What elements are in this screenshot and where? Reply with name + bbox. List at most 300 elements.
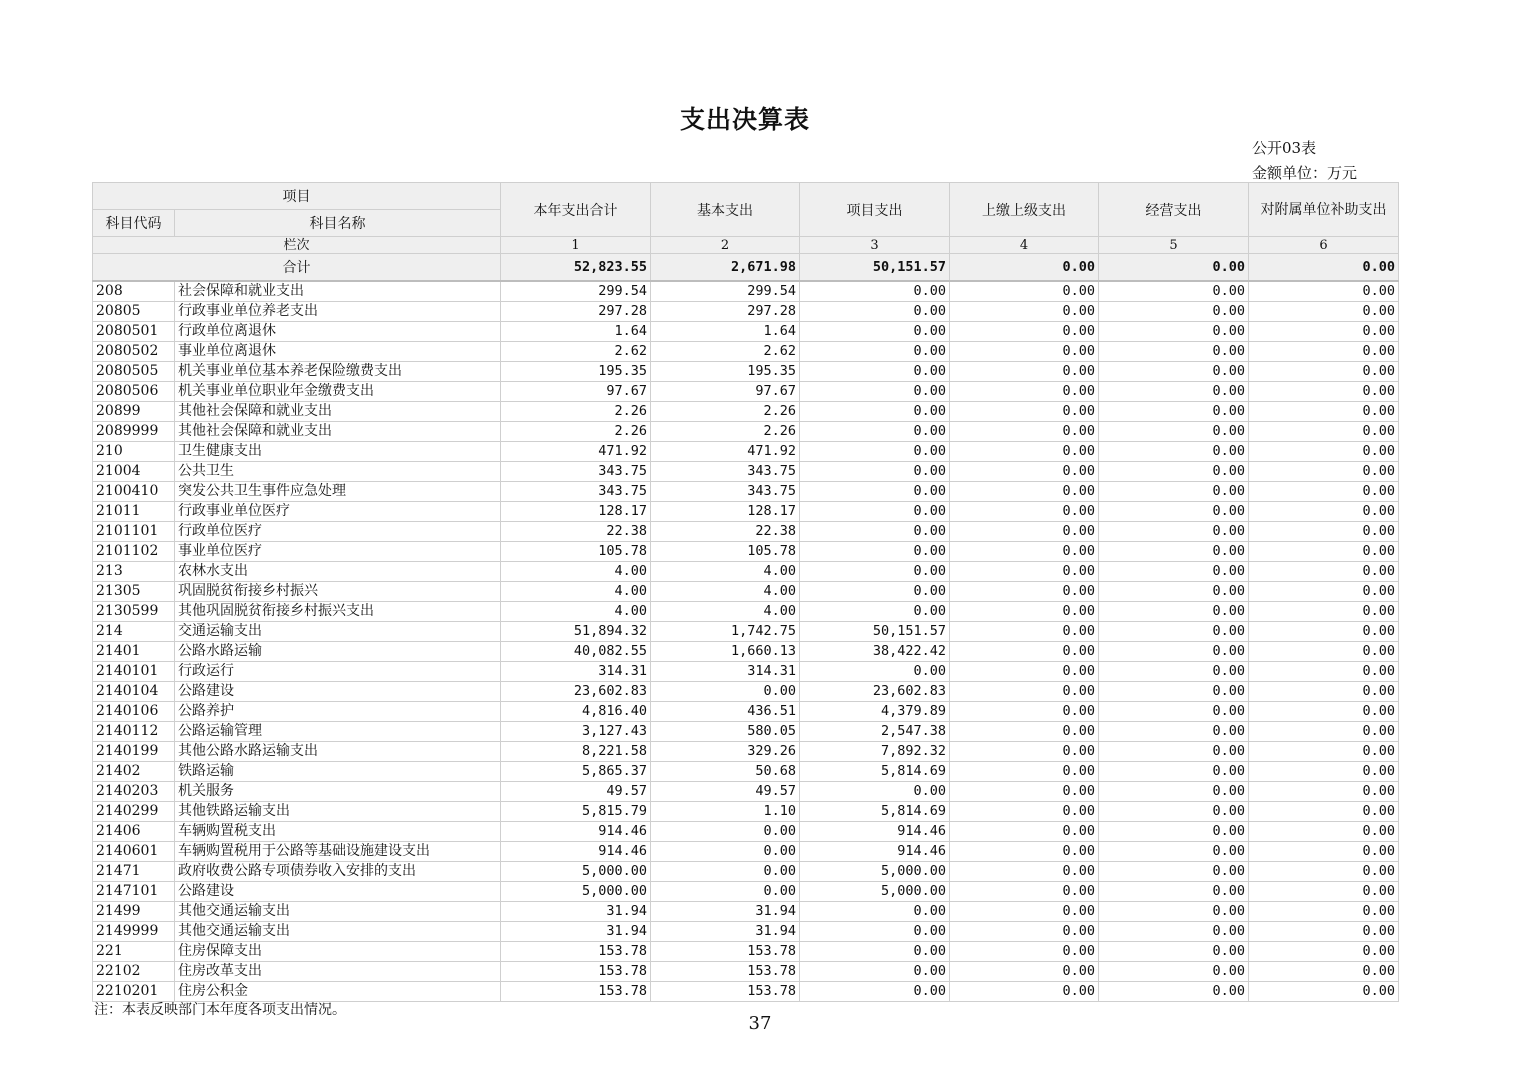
- amount-cell: 0.00: [950, 842, 1099, 862]
- amount-cell: 471.92: [651, 442, 800, 462]
- amount-cell: 0.00: [800, 462, 950, 482]
- amount-cell: 0.00: [950, 281, 1099, 302]
- amount-cell: 4.00: [501, 582, 651, 602]
- amount-cell: 0.00: [1099, 562, 1249, 582]
- amount-cell: 0.00: [1249, 482, 1399, 502]
- amount-cell: 97.67: [501, 382, 651, 402]
- amount-cell: 0.00: [950, 702, 1099, 722]
- amount-cell: 5,865.37: [501, 762, 651, 782]
- table-row: [93, 762, 1399, 782]
- amount-cell: 0.00: [800, 562, 950, 582]
- amount-cell: 0.00: [800, 302, 950, 322]
- amount-cell: 51,894.32: [501, 622, 651, 642]
- amount-cell: 914.46: [800, 822, 950, 842]
- amount-cell: 153.78: [651, 942, 800, 962]
- subject-name-cell: 其他社会保障和就业支出: [175, 422, 501, 442]
- amount-cell: 0.00: [1249, 902, 1399, 922]
- subject-name-cell: 公路运输管理: [175, 722, 501, 742]
- amount-cell: 0.00: [950, 382, 1099, 402]
- subject-code-cell: 2140104: [93, 682, 175, 702]
- amount-cell: 4.00: [501, 562, 651, 582]
- amount-cell: 0.00: [1249, 562, 1399, 582]
- amount-cell: 5,814.69: [800, 802, 950, 822]
- header-subject-code: 科目代码: [93, 210, 175, 237]
- header-business-expense: 经营支出: [1099, 183, 1249, 237]
- header-total-expense: 本年支出合计: [501, 183, 651, 237]
- subject-name-cell: 公路建设: [175, 682, 501, 702]
- table-row: [93, 322, 1399, 342]
- amount-cell: 22.38: [651, 522, 800, 542]
- subject-name-cell: 其他巩固脱贫衔接乡村振兴支出: [175, 602, 501, 622]
- amount-cell: 0.00: [1099, 762, 1249, 782]
- amount-cell: 0.00: [950, 782, 1099, 802]
- table-row: [93, 562, 1399, 582]
- table-row: [93, 682, 1399, 702]
- amount-cell: 914.46: [501, 842, 651, 862]
- amount-cell: 343.75: [651, 482, 800, 502]
- amount-cell: 3,127.43: [501, 722, 651, 742]
- subject-name-cell: 车辆购置税支出: [175, 822, 501, 842]
- amount-cell: 0.00: [1099, 802, 1249, 822]
- amount-cell: 0.00: [800, 922, 950, 942]
- subject-code-cell: 21471: [93, 862, 175, 882]
- subject-code-cell: 2089999: [93, 422, 175, 442]
- amount-cell: 0.00: [1099, 682, 1249, 702]
- footnote: 注：本表反映部门本年度各项支出情况。: [94, 1002, 346, 1018]
- subject-code-cell: 2080505: [93, 362, 175, 382]
- subject-name-cell: 其他交通运输支出: [175, 902, 501, 922]
- amount-cell: 0.00: [1099, 642, 1249, 662]
- header-subsidiary-subsidy: 对附属单位补助支出: [1249, 183, 1399, 237]
- amount-cell: 50.68: [651, 762, 800, 782]
- amount-cell: 0.00: [1249, 442, 1399, 462]
- subject-code-cell: 2080506: [93, 382, 175, 402]
- subject-name-cell: 行政单位离退休: [175, 322, 501, 342]
- amount-cell: 0.00: [1249, 702, 1399, 722]
- subject-name-cell: 车辆购置税用于公路等基础设施建设支出: [175, 842, 501, 862]
- amount-cell: 153.78: [501, 942, 651, 962]
- amount-cell: 0.00: [1099, 982, 1249, 1002]
- amount-cell: 0.00: [950, 682, 1099, 702]
- amount-cell: 0.00: [800, 382, 950, 402]
- amount-cell: 0.00: [800, 582, 950, 602]
- subject-name-cell: 行政单位医疗: [175, 522, 501, 542]
- amount-cell: 0.00: [651, 822, 800, 842]
- amount-cell: 1.64: [651, 322, 800, 342]
- subject-code-cell: 21401: [93, 642, 175, 662]
- amount-cell: 5,000.00: [501, 862, 651, 882]
- subject-name-cell: 公路水路运输: [175, 642, 501, 662]
- total-cell: 0.00: [1249, 254, 1399, 282]
- total-cell: 52,823.55: [501, 254, 651, 282]
- amount-cell: 0.00: [800, 662, 950, 682]
- amount-cell: 97.67: [651, 382, 800, 402]
- amount-cell: 4.00: [651, 562, 800, 582]
- subject-code-cell: 221: [93, 942, 175, 962]
- amount-cell: 5,815.79: [501, 802, 651, 822]
- table-row: [93, 382, 1399, 402]
- amount-cell: 0.00: [800, 342, 950, 362]
- unit-label: 金额单位：万元: [1252, 164, 1358, 182]
- amount-cell: 0.00: [800, 502, 950, 522]
- amount-cell: 153.78: [651, 962, 800, 982]
- amount-cell: 0.00: [800, 902, 950, 922]
- subject-name-cell: 住房保障支出: [175, 942, 501, 962]
- amount-cell: 0.00: [1099, 442, 1249, 462]
- amount-cell: 195.35: [651, 362, 800, 382]
- subject-name-cell: 机关事业单位职业年金缴费支出: [175, 382, 501, 402]
- subject-name-cell: 机关服务: [175, 782, 501, 802]
- amount-cell: 0.00: [1249, 802, 1399, 822]
- table-row: [93, 902, 1399, 922]
- amount-cell: 0.00: [1249, 302, 1399, 322]
- amount-cell: 0.00: [800, 942, 950, 962]
- amount-cell: 22.38: [501, 522, 651, 542]
- table-row: [93, 582, 1399, 602]
- amount-cell: 0.00: [1249, 822, 1399, 842]
- subject-name-cell: 公共卫生: [175, 462, 501, 482]
- amount-cell: 0.00: [1249, 602, 1399, 622]
- subject-code-cell: 21406: [93, 822, 175, 842]
- amount-cell: 0.00: [1099, 402, 1249, 422]
- subject-name-cell: 住房公积金: [175, 982, 501, 1002]
- table-row: [93, 662, 1399, 682]
- amount-cell: 0.00: [1249, 742, 1399, 762]
- subject-name-cell: 事业单位离退休: [175, 342, 501, 362]
- subject-code-cell: 2101102: [93, 542, 175, 562]
- amount-cell: 0.00: [950, 342, 1099, 362]
- amount-cell: 914.46: [501, 822, 651, 842]
- amount-cell: 0.00: [950, 442, 1099, 462]
- subject-name-cell: 行政事业单位养老支出: [175, 302, 501, 322]
- table-row: [93, 422, 1399, 442]
- amount-cell: 0.00: [1249, 402, 1399, 422]
- subject-code-cell: 2140106: [93, 702, 175, 722]
- subject-name-cell: 其他交通运输支出: [175, 922, 501, 942]
- amount-cell: 31.94: [501, 902, 651, 922]
- amount-cell: 0.00: [1099, 422, 1249, 442]
- amount-cell: 0.00: [1249, 962, 1399, 982]
- amount-cell: 0.00: [1099, 862, 1249, 882]
- amount-cell: 0.00: [1099, 362, 1249, 382]
- amount-cell: 0.00: [800, 482, 950, 502]
- amount-cell: 0.00: [651, 842, 800, 862]
- amount-cell: 0.00: [1249, 582, 1399, 602]
- amount-cell: 0.00: [651, 682, 800, 702]
- subject-code-cell: 2147101: [93, 882, 175, 902]
- amount-cell: 0.00: [800, 402, 950, 422]
- subject-name-cell: 行政事业单位医疗: [175, 502, 501, 522]
- table-row: [93, 402, 1399, 422]
- header-upper-level: 上缴上级支出: [950, 183, 1099, 237]
- amount-cell: 0.00: [1099, 522, 1249, 542]
- subject-code-cell: 2210201: [93, 982, 175, 1002]
- table-row: [93, 522, 1399, 542]
- amount-cell: 1,660.13: [651, 642, 800, 662]
- page-number: 37: [748, 1013, 772, 1034]
- amount-cell: 31.94: [651, 922, 800, 942]
- subject-code-cell: 2100410: [93, 482, 175, 502]
- amount-cell: 0.00: [1249, 281, 1399, 302]
- table-row: [93, 822, 1399, 842]
- table-row: [93, 542, 1399, 562]
- amount-cell: 0.00: [800, 442, 950, 462]
- amount-cell: 0.00: [800, 362, 950, 382]
- amount-cell: 0.00: [1249, 522, 1399, 542]
- table-row: [93, 622, 1399, 642]
- header-subject-name: 科目名称: [175, 210, 501, 237]
- amount-cell: 2.26: [651, 402, 800, 422]
- amount-cell: 0.00: [1249, 842, 1399, 862]
- amount-cell: 0.00: [950, 302, 1099, 322]
- col-number: 2: [651, 237, 800, 254]
- amount-cell: 299.54: [651, 281, 800, 302]
- subject-name-cell: 事业单位医疗: [175, 542, 501, 562]
- amount-cell: 0.00: [1249, 502, 1399, 522]
- table-row: [93, 642, 1399, 662]
- amount-cell: 31.94: [501, 922, 651, 942]
- amount-cell: 0.00: [950, 962, 1099, 982]
- amount-cell: 0.00: [1099, 342, 1249, 362]
- page-title: 支出决算表: [679, 105, 810, 134]
- table-row: [93, 882, 1399, 902]
- amount-cell: 0.00: [1099, 962, 1249, 982]
- subject-name-cell: 农林水支出: [175, 562, 501, 582]
- table-row: [93, 702, 1399, 722]
- subject-code-cell: 2140601: [93, 842, 175, 862]
- subject-code-cell: 21011: [93, 502, 175, 522]
- subject-code-cell: 210: [93, 442, 175, 462]
- amount-cell: 0.00: [950, 322, 1099, 342]
- subject-code-cell: 21499: [93, 902, 175, 922]
- amount-cell: 343.75: [651, 462, 800, 482]
- amount-cell: 0.00: [1099, 281, 1249, 302]
- subject-code-cell: 2130599: [93, 602, 175, 622]
- amount-cell: 0.00: [950, 502, 1099, 522]
- col-number: 1: [501, 237, 651, 254]
- amount-cell: 0.00: [950, 802, 1099, 822]
- table-row: [93, 281, 1399, 302]
- subject-name-cell: 其他公路水路运输支出: [175, 742, 501, 762]
- amount-cell: 0.00: [1099, 582, 1249, 602]
- amount-cell: 4,379.89: [800, 702, 950, 722]
- amount-cell: 0.00: [1249, 722, 1399, 742]
- amount-cell: 7,892.32: [800, 742, 950, 762]
- amount-cell: 0.00: [1249, 342, 1399, 362]
- amount-cell: 0.00: [1249, 782, 1399, 802]
- amount-cell: 49.57: [501, 782, 651, 802]
- amount-cell: 0.00: [1099, 722, 1249, 742]
- amount-cell: 2,547.38: [800, 722, 950, 742]
- amount-cell: 0.00: [1099, 902, 1249, 922]
- amount-cell: 105.78: [501, 542, 651, 562]
- subject-code-cell: 20805: [93, 302, 175, 322]
- header-project: 项目: [93, 183, 501, 210]
- subject-code-cell: 21402: [93, 762, 175, 782]
- subject-name-cell: 机关事业单位基本养老保险缴费支出: [175, 362, 501, 382]
- amount-cell: 0.00: [1249, 642, 1399, 662]
- amount-cell: 153.78: [501, 982, 651, 1002]
- table-body: [93, 254, 1399, 1002]
- table-row: [93, 722, 1399, 742]
- amount-cell: 314.31: [651, 662, 800, 682]
- table-row: [93, 742, 1399, 762]
- amount-cell: 4,816.40: [501, 702, 651, 722]
- table-header: [93, 183, 1399, 254]
- table-row: [93, 502, 1399, 522]
- amount-cell: 0.00: [950, 522, 1099, 542]
- amount-cell: 580.05: [651, 722, 800, 742]
- amount-cell: 2.26: [501, 402, 651, 422]
- amount-cell: 0.00: [950, 362, 1099, 382]
- amount-cell: 0.00: [1099, 542, 1249, 562]
- amount-cell: 0.00: [950, 482, 1099, 502]
- subject-name-cell: 其他社会保障和就业支出: [175, 402, 501, 422]
- amount-cell: 0.00: [651, 862, 800, 882]
- amount-cell: 0.00: [800, 542, 950, 562]
- amount-cell: 0.00: [800, 422, 950, 442]
- table-row: [93, 362, 1399, 382]
- total-cell: 2,671.98: [651, 254, 800, 282]
- subject-code-cell: 21004: [93, 462, 175, 482]
- col-number: 6: [1249, 237, 1399, 254]
- amount-cell: 0.00: [950, 902, 1099, 922]
- amount-cell: 40,082.55: [501, 642, 651, 662]
- amount-cell: 343.75: [501, 462, 651, 482]
- amount-cell: 2.26: [651, 422, 800, 442]
- amount-cell: 2.62: [651, 342, 800, 362]
- table-row: [93, 342, 1399, 362]
- amount-cell: 0.00: [950, 762, 1099, 782]
- amount-cell: 0.00: [651, 882, 800, 902]
- amount-cell: 0.00: [1099, 742, 1249, 762]
- table-row: [93, 442, 1399, 462]
- subject-name-cell: 公路建设: [175, 882, 501, 902]
- amount-cell: 0.00: [1099, 502, 1249, 522]
- table-row: [93, 922, 1399, 942]
- amount-cell: 914.46: [800, 842, 950, 862]
- amount-cell: 31.94: [651, 902, 800, 922]
- subject-code-cell: 20899: [93, 402, 175, 422]
- amount-cell: 0.00: [800, 982, 950, 1002]
- subject-name-cell: 政府收费公路专项债券收入安排的支出: [175, 862, 501, 882]
- subject-name-cell: 突发公共卫生事件应急处理: [175, 482, 501, 502]
- total-cell: 0.00: [950, 254, 1099, 282]
- amount-cell: 0.00: [800, 782, 950, 802]
- subject-name-cell: 巩固脱贫衔接乡村振兴: [175, 582, 501, 602]
- amount-cell: 436.51: [651, 702, 800, 722]
- table-row: [93, 802, 1399, 822]
- amount-cell: 0.00: [1249, 662, 1399, 682]
- amount-cell: 0.00: [1099, 382, 1249, 402]
- amount-cell: 23,602.83: [800, 682, 950, 702]
- amount-cell: 0.00: [1249, 422, 1399, 442]
- amount-cell: 8,221.58: [501, 742, 651, 762]
- amount-cell: 153.78: [651, 982, 800, 1002]
- table-row: [93, 302, 1399, 322]
- table-row: [93, 862, 1399, 882]
- subject-code-cell: 2140299: [93, 802, 175, 822]
- subject-code-cell: 2140203: [93, 782, 175, 802]
- amount-cell: 0.00: [1249, 382, 1399, 402]
- amount-cell: 0.00: [950, 622, 1099, 642]
- subject-code-cell: 2080502: [93, 342, 175, 362]
- table-row: [93, 782, 1399, 802]
- amount-cell: 0.00: [950, 822, 1099, 842]
- subject-code-cell: 214: [93, 622, 175, 642]
- amount-cell: 2.26: [501, 422, 651, 442]
- amount-cell: 128.17: [651, 502, 800, 522]
- amount-cell: 0.00: [1249, 542, 1399, 562]
- amount-cell: 0.00: [1099, 662, 1249, 682]
- amount-cell: 0.00: [800, 281, 950, 302]
- subject-code-cell: 213: [93, 562, 175, 582]
- subject-name-cell: 行政运行: [175, 662, 501, 682]
- total-cell: 0.00: [1099, 254, 1249, 282]
- subject-name-cell: 公路养护: [175, 702, 501, 722]
- amount-cell: 0.00: [950, 462, 1099, 482]
- amount-cell: 343.75: [501, 482, 651, 502]
- amount-cell: 0.00: [950, 422, 1099, 442]
- amount-cell: 0.00: [800, 322, 950, 342]
- amount-cell: 5,000.00: [800, 882, 950, 902]
- subject-name-cell: 铁路运输: [175, 762, 501, 782]
- amount-cell: 195.35: [501, 362, 651, 382]
- amount-cell: 1,742.75: [651, 622, 800, 642]
- form-code: 公开03表: [1252, 139, 1317, 157]
- amount-cell: 0.00: [950, 942, 1099, 962]
- header-basic-expense: 基本支出: [651, 183, 800, 237]
- amount-cell: 105.78: [651, 542, 800, 562]
- amount-cell: 0.00: [950, 862, 1099, 882]
- amount-cell: 5,814.69: [800, 762, 950, 782]
- table-row: [93, 482, 1399, 502]
- amount-cell: 297.28: [651, 302, 800, 322]
- table-row: [93, 962, 1399, 982]
- subject-code-cell: 2101101: [93, 522, 175, 542]
- amount-cell: 2.62: [501, 342, 651, 362]
- amount-cell: 0.00: [1099, 462, 1249, 482]
- subject-name-cell: 住房改革支出: [175, 962, 501, 982]
- header-project-expense: 项目支出: [800, 183, 950, 237]
- expense-table: [92, 182, 1399, 1002]
- amount-cell: 49.57: [651, 782, 800, 802]
- col-number: 4: [950, 237, 1099, 254]
- amount-cell: 299.54: [501, 281, 651, 302]
- subject-name-cell: 交通运输支出: [175, 622, 501, 642]
- subject-code-cell: 2149999: [93, 922, 175, 942]
- amount-cell: 0.00: [1099, 602, 1249, 622]
- amount-cell: 0.00: [1249, 862, 1399, 882]
- amount-cell: 0.00: [950, 982, 1099, 1002]
- amount-cell: 0.00: [1099, 922, 1249, 942]
- amount-cell: 0.00: [1249, 982, 1399, 1002]
- amount-cell: 0.00: [1099, 322, 1249, 342]
- subject-code-cell: 21305: [93, 582, 175, 602]
- amount-cell: 0.00: [1249, 362, 1399, 382]
- subject-name-cell: 社会保障和就业支出: [175, 281, 501, 302]
- subject-name-cell: 卫生健康支出: [175, 442, 501, 462]
- amount-cell: 38,422.42: [800, 642, 950, 662]
- subject-code-cell: 2140101: [93, 662, 175, 682]
- subject-code-cell: 2140112: [93, 722, 175, 742]
- amount-cell: 0.00: [950, 642, 1099, 662]
- amount-cell: 0.00: [950, 542, 1099, 562]
- amount-cell: 0.00: [1099, 622, 1249, 642]
- col-number: 5: [1099, 237, 1249, 254]
- subject-code-cell: 208: [93, 281, 175, 302]
- amount-cell: 471.92: [501, 442, 651, 462]
